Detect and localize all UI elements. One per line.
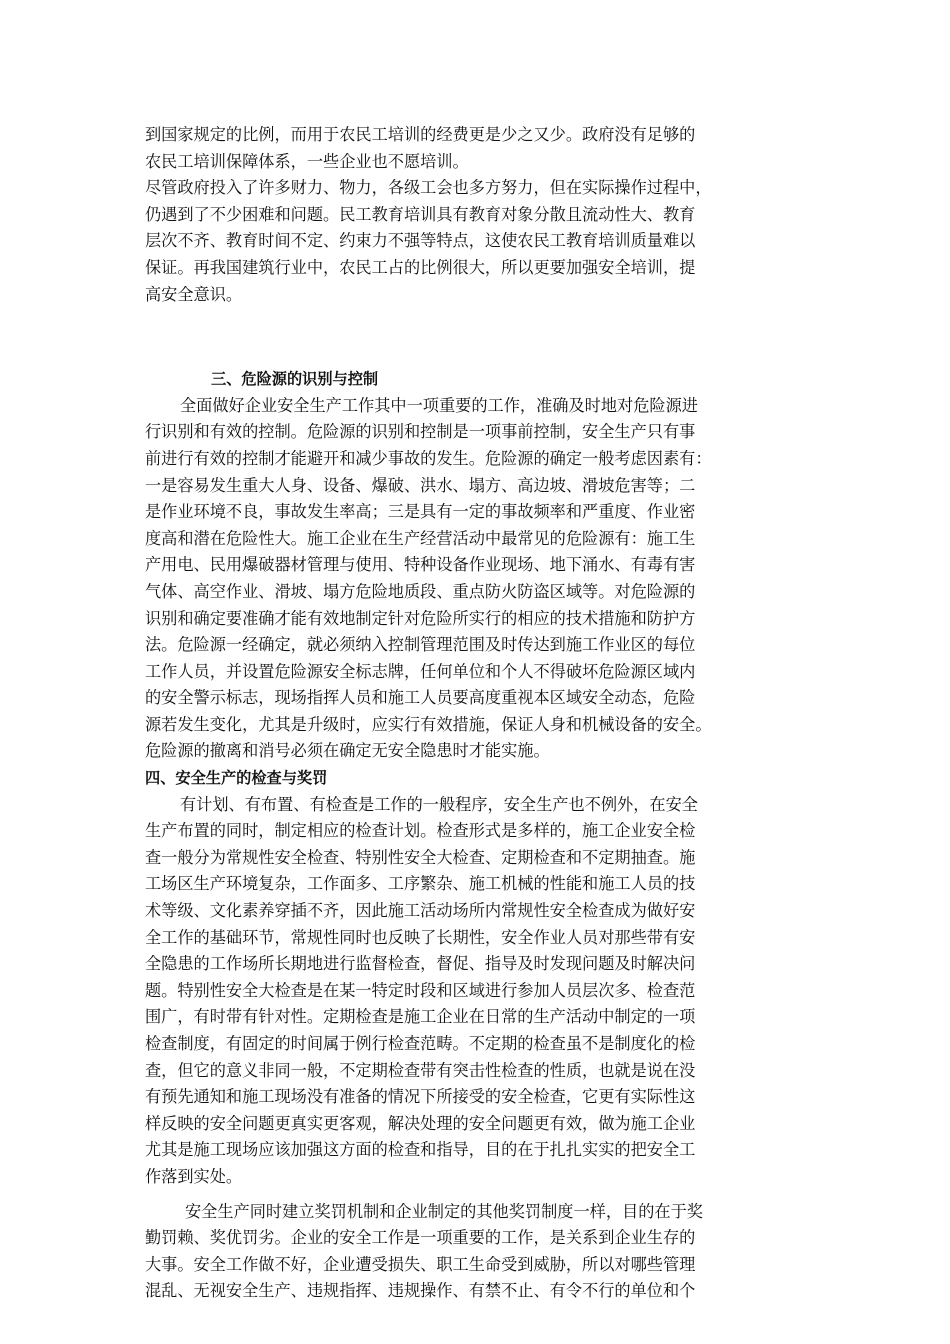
text-line: 的安全警示标志，现场指挥人员和施工人员要高度重视本区域安全动态，危险	[145, 688, 696, 708]
text-line: 度高和潜在危险性大。施工企业在生产经营活动中最常见的危险源有：施工生	[145, 528, 696, 548]
text-line: 样反映的安全问题更真实更客观，解决处理的安全问题更有效，做为施工企业	[145, 1113, 696, 1133]
text-line: 题。特别性安全大检查是在某一特定时段和区域进行参加人员层次多、检查范	[145, 980, 696, 1000]
section-heading-hazard: 三、危险源的识别与控制	[211, 370, 379, 389]
text-line: 勤罚赖、奖优罚劣。企业的安全工作是一项重要的工作，是关系到企业生存的	[145, 1228, 696, 1248]
text-line: 危险源的撤离和消号必须在确定无安全隐患时才能实施。	[145, 741, 550, 761]
text-line: 前进行有效的控制才能避开和减少事故的发生。危险源的确定一般考虑因素有：	[145, 448, 712, 468]
paragraph-training-difficulties	[145, 175, 817, 308]
text-line: 查，但它的意义非同一般，不定期检查带有突击性检查的性质，也就是说在没	[145, 1060, 696, 1080]
document-body	[145, 122, 817, 1305]
text-line: 作落到实处。	[145, 1166, 243, 1186]
paragraph-hazard-control	[145, 393, 817, 765]
text-line: 是作业环境不良，事故发生率高；三是具有一定的事故频率和严重度、作业密	[145, 502, 696, 522]
text-line: 全工作的基础环节，常规性同时也反映了长期性，安全作业人员对那些带有安	[145, 927, 696, 947]
text-line: 产用电、民用爆破器材管理与使用、特种设备作业现场、地下涌水、有毒有害	[145, 555, 696, 575]
text-line: 保证。再我国建筑行业中，农民工占的比例很大，所以更要加强安全培训，提	[145, 257, 696, 277]
text-line: 全面做好企业安全生产工作其中一项重要的工作，准确及时地对危险源进	[180, 395, 698, 415]
text-line: 安全生产同时建立奖罚机制和企业制定的其他奖罚制度一样，目的在于奖	[185, 1201, 703, 1221]
text-line: 工作人员，并设置危险源安全标志牌，任何单位和个人不得破坏危险源区域内	[145, 661, 696, 681]
text-line: 高安全意识。	[145, 284, 243, 304]
text-line: 大事。安全工作做不好，企业遭受损失、职工生命受到威胁，所以对哪些管理	[145, 1254, 696, 1274]
text-line: 识别和确定要准确才能有效地制定针对危险所实行的相应的技术措施和防护方	[145, 608, 696, 628]
text-line: 行识别和有效的控制。危险源的识别和控制是一项事前控制，安全生产只有事	[145, 422, 696, 442]
section-heading-inspection: 四、安全生产的检查与奖罚	[145, 769, 328, 788]
text-line: 生产布置的同时，制定相应的检查计划。检查形式是多样的，施工企业安全检	[145, 821, 696, 841]
text-line: 围广，有时带有针对性。定期检查是施工企业在日常的生产活动中制定的一项	[145, 1007, 696, 1027]
text-line: 一是容易发生重大人身、设备、爆破、洪水、塌方、高边坡、滑坡危害等；二	[145, 475, 696, 495]
text-line: 工场区生产环境复杂，工作面多、工序繁杂、施工机械的性能和施工人员的技	[145, 874, 696, 894]
text-line: 尽管政府投入了许多财力、物力，各级工会也多方努力，但在实际操作过程中，	[145, 178, 712, 198]
paragraph-training-funding	[145, 122, 817, 175]
text-line: 术等级、文化素养穿插不齐，因此施工活动场所内常规性安全检查成为做好安	[145, 901, 696, 921]
paragraph-safety-inspection	[145, 792, 817, 1191]
text-line: 到国家规定的比例，而用于农民工培训的经费更是少之又少。政府没有足够的	[145, 125, 696, 144]
text-line: 源若发生变化，尤其是升级时，应实行有效措施，保证人身和机械设备的安全。	[145, 714, 712, 734]
text-line: 有预先通知和施工现场没有准备的情况下所接受的安全检查，它更有实际性这	[145, 1087, 696, 1107]
text-line: 尤其是施工现场应该加强这方面的检查和指导，目的在于扎扎实实的把安全工	[145, 1140, 696, 1160]
text-line: 气体、高空作业、滑坡、塌方危险地质段、重点防火防盗区域等。对危险源的	[145, 581, 696, 601]
text-line: 农民工培训保障体系，一些企业也不愿培训。	[145, 151, 469, 171]
section-spacer	[145, 308, 817, 366]
text-line: 全隐患的工作场所长期地进行监督检查，督促、指导及时发现问题及时解决问	[145, 954, 696, 974]
text-line: 有计划、有布置、有检查是工作的一般程序，安全生产也不例外，在安全	[180, 794, 698, 814]
text-line: 仍遇到了不少困难和问题。民工教育培训具有教育对象分散且流动性大、教育	[145, 204, 696, 224]
paragraph-rewards-penalties	[145, 1199, 817, 1305]
text-line: 查一般分为常规性安全检查、特别性安全大检查、定期检查和不定期抽查。施	[145, 847, 696, 867]
text-line: 混乱、无视安全生产、违规指挥、违规操作、有禁不止、有令不行的单位和个	[145, 1281, 696, 1301]
text-line: 法。危险源一经确定，就必须纳入控制管理范围及时传达到施工作业区的每位	[145, 635, 696, 655]
text-line: 层次不齐、教育时间不定、约束力不强等特点，这使农民工教育培训质量难以	[145, 231, 696, 251]
text-line: 检查制度，有固定的时间属于例行检查范畴。不定期的检查虽不是制度化的检	[145, 1034, 696, 1053]
